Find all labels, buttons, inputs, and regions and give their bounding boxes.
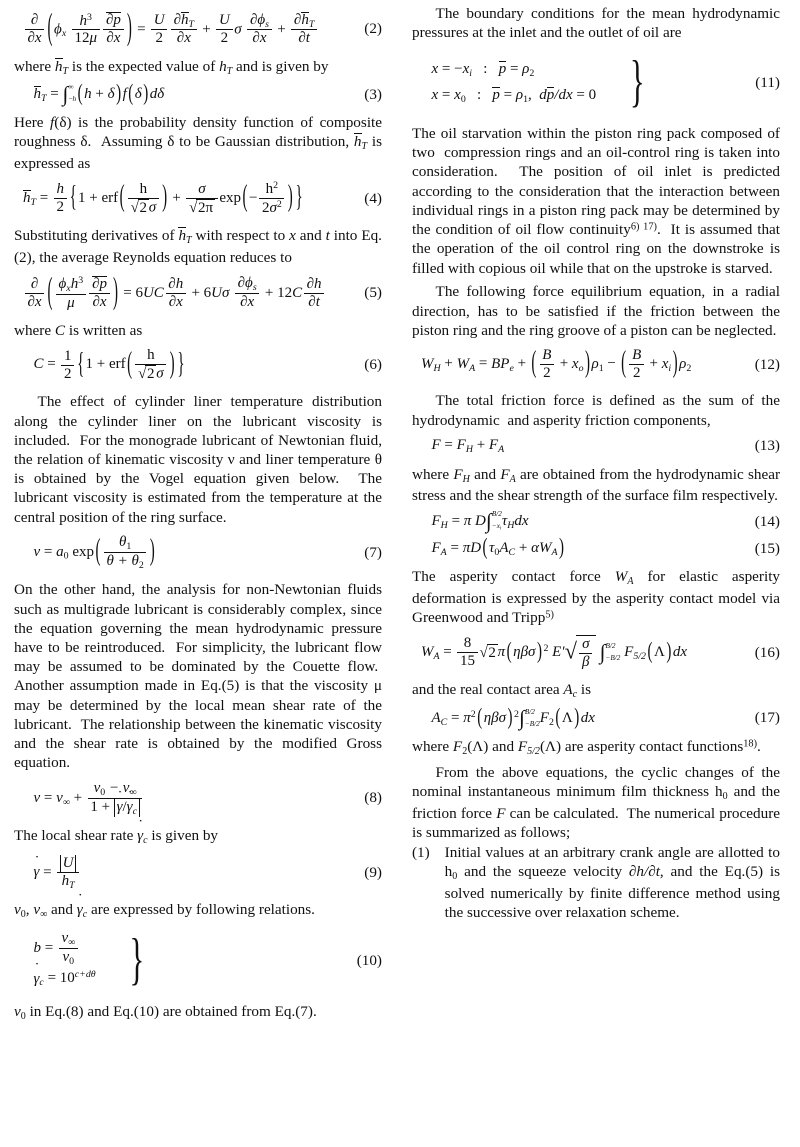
equation-14-number: (14) (754, 512, 780, 530)
equation-5 (14, 271, 382, 312)
right-para-9: From the above equations, the cyclic changes of the nominal instantaneous minimum film thickness h0 and the friction force F can be calculated. The numerical procedure is summarized as follows; (412, 763, 780, 841)
list-item-marker: (1) (412, 843, 430, 861)
equation-3 (14, 81, 382, 106)
equation-16-number: (16) (754, 643, 780, 661)
equation-7-number: (7) (364, 543, 382, 561)
equation-8-body: ν = ν∞ + $\frac{\nu 0 - \nu\infty}{1 + ˙ \gamma/˙ \gamma_c}$ (14, 780, 358, 817)
equation-5-body: $\frac{\partial}{\partial x}$ ( $\frac{\phi_xh^3}{\mu}$ $\frac{\partial p}{\partial x}$ ) = 6UC $\frac{\partial h}{\partial x}$ + 6Uσ $\frac{\partial\phi_s}{\partial x}$ + 12C $\frac{\partial h}{\partial t}$ (14, 275, 358, 312)
equation-6-number: (6) (364, 356, 382, 374)
equation-3-number: (3) (364, 85, 382, 103)
equation-9 (14, 855, 382, 891)
right-para-7: and the real contact area $A_c$ is (412, 680, 592, 700)
equation-4 (14, 180, 382, 217)
left-para-6: On the other hand, the analysis for non-Newtonian fluids such as multigrade lubricant is considerably complex, since the equation governing the mean hydrodynamic pressure have to be reintroduced. For simplicity, the lubricant flow may be assumed to be dominated by the Couette flow. Another assumption made in Eq.(5) is that the viscosity μ may be determined by the local mean shear rate of the lubricant. The relationship between the kinematic viscosity and the shear rate is obtained by the modified Gross equation. (14, 581, 382, 772)
left-para-7: The local shear rate ˙ $\gamma_c$ is given by (14, 826, 382, 847)
equation-7 (14, 534, 382, 571)
equation-15 (412, 535, 780, 561)
equation-10-lines (14, 930, 96, 993)
left-para-3: Substituting derivatives of $h_T$ with respect to x and t into Eq.(2), the average Reynolds equation reduces to (14, 227, 382, 266)
equation-14 (412, 508, 780, 533)
equation-14-body: $F_H = \pi$ D∫ B/2 $-x_i$ $\tau_Hdx$ (431, 508, 529, 533)
right-para-1: The boundary conditions for the mean hydrodynamic pressures at the inlet and the outlet of oil are (412, 5, 780, 42)
equation-13 (412, 437, 780, 455)
numbered-list-item-1 (412, 843, 780, 922)
equation-15-body: $F_A = \pi D$ ( $\tau 0A_C + \alpha W_A$ ) (431, 535, 565, 561)
equation-10-number: (10) (356, 952, 382, 970)
equation-6-body: C = $\frac{1}{2}$ {1 + erf ( $\frac{h}{√2 \sigma}$ ) } (33, 347, 185, 383)
equation-17-body: $A_C = \pi^2$ ( ηβσ ) $^2$∫ B/2 −B/2 F2 ( Λ ) dx (431, 705, 595, 731)
left-para-5: The effect of cylinder liner temperature distribution along the cylinder liner on the lubricant viscosity is included. For the monograde lubricant of Newtonian fluid, the relation of kinematic viscosity ν and liner temperature θ is obtained by the Vogel equation given below. The lubricant viscosity is estimated from the temperature at the central position of the ring surface. (14, 393, 382, 526)
equation-8 (14, 780, 382, 817)
equation-4-body: $h_T$ = $\frac{h}{2}$ {1 + erf ( $\frac{h}{√2 \sigma}$ ) + $\frac{\sigma}{√2\pi}$ exp ( − $\frac{h^2}{2\sigma^2}$ ) } (23, 180, 303, 217)
equation-3-body: $h_T$ = ∫ ∞ −h ( h + δ ) f ( δ ) dδ (33, 81, 165, 106)
right-para-6: The asperity contact force $W_A$ for elastic asperity deformation is expressed by the asperity contact model via Greenwood and Tripp$^{5)}$ (412, 568, 781, 627)
equation-9-number: (9) (364, 863, 382, 881)
equation-11-line-2: x = x0 : p = ρ1, dp/dx = 0 (431, 87, 597, 105)
right-para-8: where F2(Λ) and $F_{5/2}(\Lambda)$ are asperity contact functions$^{18)}$. (412, 737, 761, 757)
right-para-3: The following force equilibrium equation, in a radial direction, has to be satisfied if the friction between the piston ring and the ring groove of a piston can be neglected. (412, 283, 780, 339)
equation-12 (412, 347, 780, 382)
left-para-4: where C is written as (14, 321, 143, 339)
left-para-8: ν0, ν∞ and ˙ $\gamma_c$ are expressed by following relations. (14, 900, 382, 921)
equation-11-number: (11) (755, 74, 780, 92)
equation-16 (412, 635, 780, 671)
equation-11-lines (412, 57, 596, 109)
left-column (14, 4, 382, 1147)
equation-17-number: (17) (754, 709, 780, 727)
right-para-5: where $F_H$ and $F_A$ are obtained from the hydrodynamic shear stress and the shear strength of the surface film respectively. (412, 465, 780, 505)
equation-12-number: (12) (754, 355, 780, 373)
equation-12-body: $W_H + W_A = BP_e$ + ( $\frac{B}{2}$ + $x_o$ ) ρ1 − ( $\frac{B}{2}$ + $x_i$ ) ρ2 (421, 347, 692, 382)
left-para-1: where $h_T$ is the expected value of $h_T$ and is given by (14, 57, 329, 77)
equation-10-line-1: b = $\frac{\nu\infty}{\nu 0}$ (34, 930, 96, 967)
equation-16-body: $W_A$ = $\frac{8}{15}$ √2 π ( ηβσ ) $^2$ E′√ $\frac{\sigma}{\beta}$ ∫ B/2 −B/2 $F_{5/2}$ ( Λ ) dx (421, 635, 687, 670)
right-para-2: The oil starvation within the piston ring pack composed of two compression rings and an oil-control ring is taken into consideration. The position of oil inlet is predicted according to the consideration that the interaction between individual rings in a piston ring pack may be determined by the condition of oil flow continuity$^{6) 17)}$. It is assumed that the operation of the oil control ring on the downstroke is filled with copious oil while that on the upstroke is starved. (412, 125, 781, 277)
list-item-text: Initial values at an arbitrary crank angle are allotted to h0 and the squeeze velocity ∂h/∂t, and the Eq.(5) is solved numerically by finite difference method using the successive over relaxation scheme. (444, 843, 780, 921)
equation-11-line-1: $x = -x_i$ : p = ρ2 (431, 61, 535, 80)
equation-10-brace: } (129, 928, 145, 991)
equation-17 (412, 705, 780, 731)
left-para-2: Here f(δ) is the probability density function of composite roughness δ. Assuming δ to be Gaussian distribution, $h_T$ is expressed as (14, 113, 382, 172)
equation-10 (14, 930, 382, 993)
equation-13-number: (13) (754, 437, 780, 455)
equation-11 (412, 50, 780, 114)
equation-2 (14, 8, 382, 49)
equation-2-number: (2) (364, 20, 382, 38)
left-para-9: ν0 in Eq.(8) and Eq.(10) are obtained from Eq.(7). (14, 1002, 317, 1022)
equation-2-body: $\frac{\partial}{\partial x}$ ( $\phi_x$ $\frac{h^3}{12\mu}$ $\frac{\partial p}{\partial x}$ ) = $\frac{U}{2}$ $\frac{\partial h_T}{\partial x}$ + $\frac{U}{2}$ σ $\frac{\partial\phi_s}{\partial x}$ + $\frac{\partial h_T}{\partial t}$ (14, 12, 358, 48)
two-column-layout (14, 4, 786, 1147)
equation-6 (14, 347, 382, 383)
equation-15-number: (15) (754, 540, 780, 558)
right-para-4: The total friction force is defined as the sum of the hydrodynamic and asperity friction components, (412, 392, 780, 429)
equation-5-number: (5) (364, 284, 382, 301)
equation-13-body: $F = F_H + F_A$ (431, 437, 505, 456)
equation-9-body: ˙ γ = $\frac{U}{h_T}$ (14, 855, 358, 891)
equation-8-number: (8) (364, 789, 382, 807)
equation-11-brace: } (629, 50, 645, 114)
equation-10-line-2: ˙ $\gamma_c = 10^{c+d\theta}$ (34, 966, 96, 992)
equation-7-body: ν = a0 exp ( $\frac{\theta 1}{\theta + \theta 2}$ ) (33, 534, 155, 571)
right-column (412, 4, 780, 1147)
equation-4-number: (4) (364, 189, 382, 207)
